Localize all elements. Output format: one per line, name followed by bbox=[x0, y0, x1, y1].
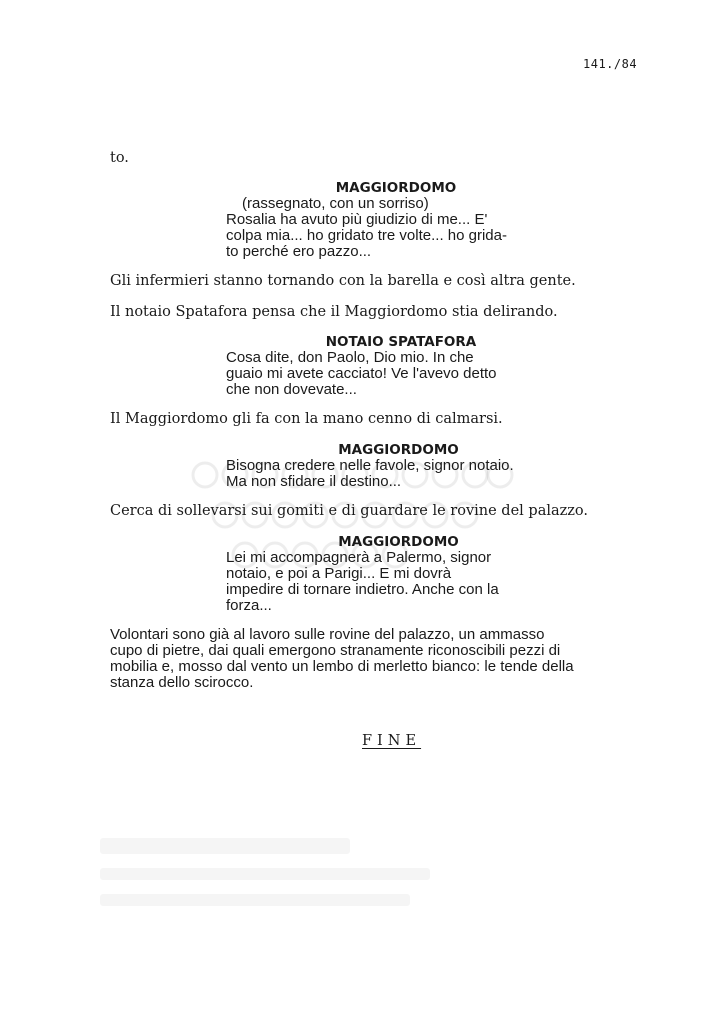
parenthetical: (rassegnato, con un sorriso) bbox=[242, 195, 429, 212]
action-paragraph-line: mobilia e, mosso dal vento un lembo di merletto bianco: le tende della bbox=[110, 658, 574, 675]
dialogue-line: Lei mi accompagnerà a Palermo, signor bbox=[226, 549, 492, 566]
dialogue-block-1 bbox=[226, 180, 566, 260]
dialogue-line: guaio mi avete cacciato! Ve l'avevo detto bbox=[226, 365, 497, 382]
dialogue-line: to perché ero pazzo... bbox=[226, 243, 372, 260]
continuation-text: to. bbox=[110, 150, 129, 166]
action-paragraph bbox=[110, 627, 574, 691]
dialogue-line: Ma non sfidare il destino... bbox=[226, 473, 402, 490]
dialogue-line: che non dovevate... bbox=[226, 381, 357, 398]
action-line: Cerca di sollevarsi sui gomiti e di guardare le rovine del palazzo. bbox=[110, 503, 588, 519]
dialogue-text bbox=[226, 212, 566, 260]
character-name: NOTAIO SPATAFORA bbox=[325, 334, 477, 350]
action-paragraph-line: Volontari sono già al lavoro sulle rovine del palazzo, un ammasso bbox=[110, 626, 545, 643]
dialogue-line: notaio, e poi a Parigi... E mi dovrà bbox=[226, 565, 452, 582]
page-number: 141./84 bbox=[583, 57, 638, 71]
bleed-through-text bbox=[100, 838, 540, 920]
dialogue-block-2 bbox=[226, 334, 576, 398]
dialogue-line: Cosa dite, don Paolo, Dio mio. In che bbox=[226, 349, 474, 366]
action-paragraph-line: cupo di pietre, dai quali emergono stranamente riconoscibili pezzi di bbox=[110, 642, 561, 659]
action-line: Il Maggiordomo gli fa con la mano cenno di calmarsi. bbox=[110, 411, 503, 427]
action-line: Gli infermieri stanno tornando con la barella e così altra gente. bbox=[110, 273, 576, 289]
dialogue-text bbox=[226, 350, 576, 398]
dialogue-text bbox=[226, 458, 571, 490]
dialogue-block-3 bbox=[226, 442, 571, 490]
dialogue-line: Rosalia ha avuto più giudizio di me... E' bbox=[226, 211, 488, 228]
dialogue-block-4 bbox=[226, 534, 571, 614]
character-name: MAGGIORDOMO bbox=[338, 442, 459, 458]
dialogue-line: forza... bbox=[226, 597, 272, 614]
action-paragraph-line: stanza dello scirocco. bbox=[110, 674, 254, 691]
dialogue-text bbox=[226, 550, 571, 614]
character-name: MAGGIORDOMO bbox=[335, 180, 457, 196]
ending-title: FINE bbox=[362, 733, 422, 749]
character-name: MAGGIORDOMO bbox=[338, 534, 459, 550]
dialogue-line: colpa mia... ho gridato tre volte... ho grida- bbox=[226, 227, 507, 244]
dialogue-line: impedire di tornare indietro. Anche con la bbox=[226, 581, 499, 598]
action-line: Il notaio Spatafora pensa che il Maggiordomo stia delirando. bbox=[110, 304, 558, 320]
dialogue-line: Bisogna credere nelle favole, signor notaio. bbox=[226, 457, 514, 474]
